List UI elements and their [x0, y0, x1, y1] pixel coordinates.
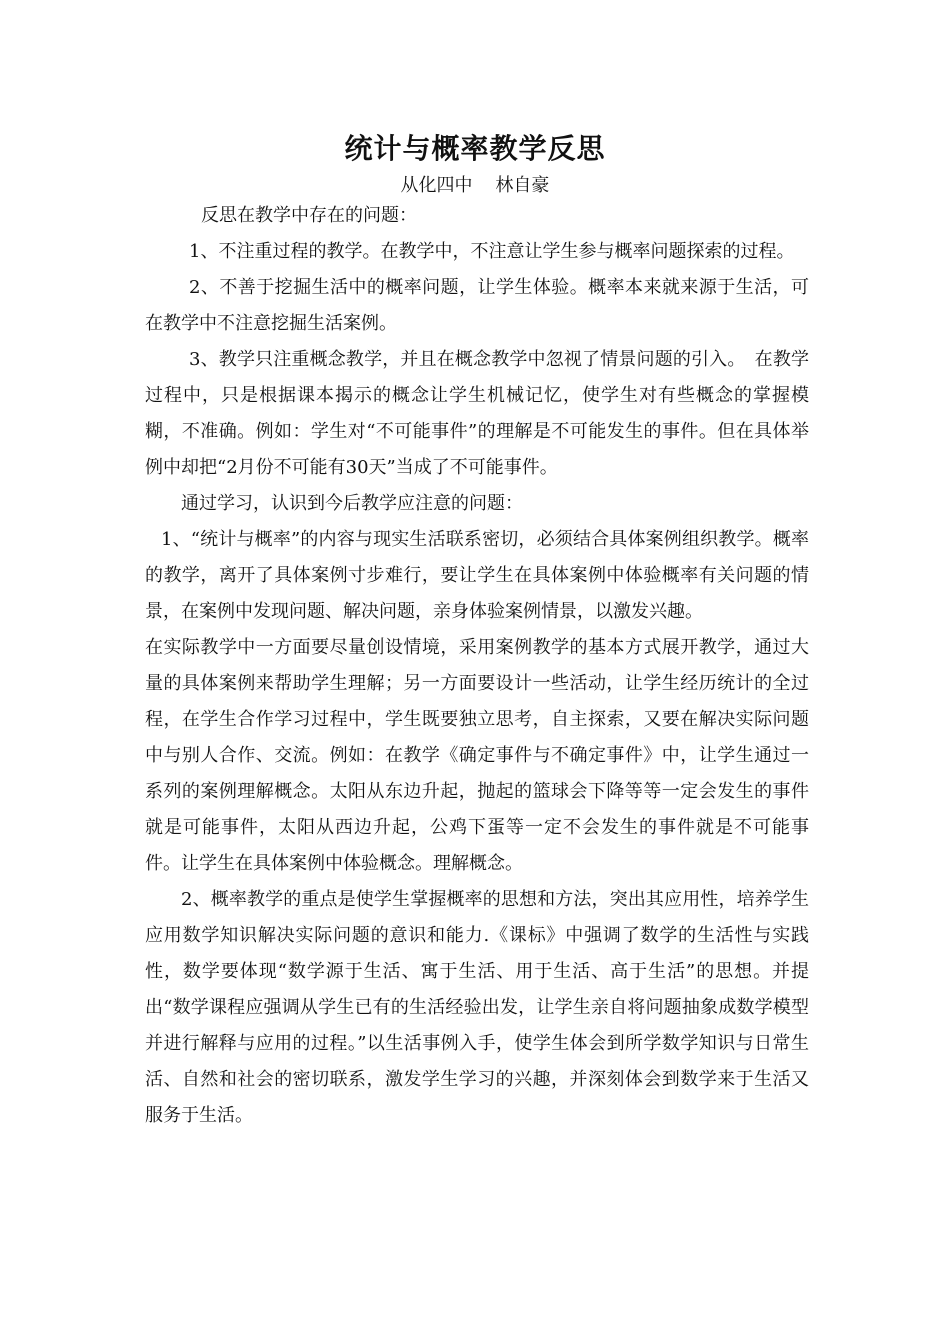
paragraph-problem-3: 3、教学只注重概念教学，并且在概念教学中忽视了情景问题的引入。 在教学过程中，只是根据课本揭示的概念让学生机械记忆，使学生对有些概念的掌握模糊，不准确。例如：学生对“不可能事件”的理解是不可能发生的事件。但在具体举例中却把“2月份不可能有30天”当成了不可能事件。 — [145, 349, 809, 478]
document-title: 统计与概率教学反思 — [344, 132, 606, 165]
paragraph-lesson-2: 2、概率教学的重点是使学生掌握概率的思想和方法，突出其应用性，培养学生应用数学知识解决实际问题的意识和能力.《课标》中强调了数学的生活性与实践性，数学要体现“数学源于生活、寓于生活、用于生活、高于生活”的思想。并提出“数学课程应强调从学生已有的生活经验出发，让学生亲自将问题抽象成数学模型并进行解释与应用的过程。”以生活事例入手，使学生体会到所学数学知识与日常生活、自然和社会的密切联系，激发学生学习的兴趣，并深刻体会到数学来于生活又服务于生活。 — [145, 889, 809, 1126]
document-body — [145, 198, 809, 1134]
document-author: 从化四中 林自豪 — [400, 175, 550, 196]
paragraph-problems-heading: 反思在教学中存在的问题： — [201, 205, 417, 226]
paragraph-lesson-1: 1、“统计与概率”的内容与现实生活联系密切，必须结合具体案例组织教学。概率的教学，离开了具体案例寸步难行，要让学生在具体案例中体验概率有关问题的情景，在案例中发现问题、解决问题，亲身体验案例情景，以激发兴趣。 — [145, 529, 809, 622]
paragraph-problem-2: 2、不善于挖掘生活中的概率问题，让学生体验。概率本来就来源于生活，可在教学中不注意挖掘生活案例。 — [145, 277, 809, 334]
paragraph-problem-1: 1、不注重过程的教学。在教学中，不注意让学生参与概率问题探索的过程。 — [189, 241, 795, 262]
paragraph-lesson-1-cont: 在实际教学中一方面要尽量创设情境，采用案例教学的基本方式展开教学，通过大量的具体案例来帮助学生理解；另一方面要设计一些活动，让学生经历统计的全过程，在学生合作学习过程中，学生既要独立思考，自主探索，又要在解决实际问题中与别人合作、交流。例如：在教学《确定事件与不确定事件》中，让学生通过一系列的案例理解概念。太阳从东边升起，抛起的篮球会下降等等一定会发生的事件就是可能事件，太阳从西边升起，公鸡下蛋等一定不会发生的事件就是不可能事件。让学生在具体案例中体验概念。理解概念。 — [145, 637, 809, 874]
paragraph-lessons-heading: 通过学习，认识到今后教学应注意的问题： — [181, 493, 523, 514]
